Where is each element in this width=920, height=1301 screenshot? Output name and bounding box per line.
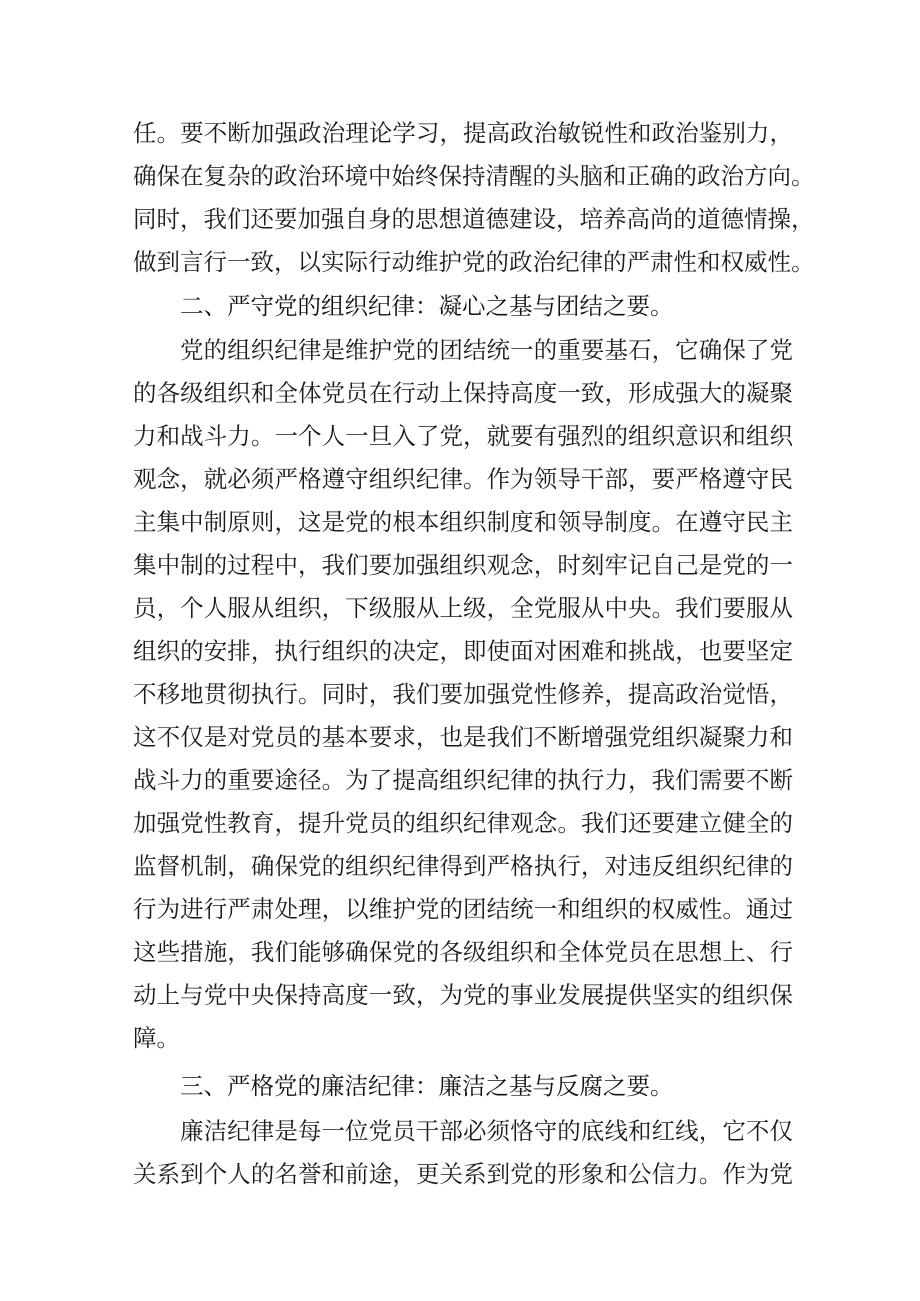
paragraph-line: 加强党性教育，提升党员的组织纪律观念。我们还要建立健全的 [133,809,793,837]
paragraph-line: 监督机制，确保党的组织纪律得到严格执行，对违反组织纪律的 [133,852,793,880]
section-heading-2: 二、严守党的组织纪律：凝心之基与团结之要。 [180,292,674,320]
paragraph-line: 这些措施，我们能够确保党的各级组织和全体党员在思想上、行 [133,938,793,966]
paragraph-line: 行为进行严肃处理，以维护党的团结统一和组织的权威性。通过 [133,895,793,923]
paragraph-line: 党的组织纪律是维护党的团结统一的重要基石，它确保了党 [180,336,793,364]
paragraph-line: 障。 [133,1024,180,1052]
paragraph-line: 确保在复杂的政治环境中始终保持清醒的头脑和正确的政治方向。 [133,162,815,190]
paragraph-line: 动上与党中央保持高度一致，为党的事业发展提供坚实的组织保 [133,981,793,1009]
paragraph-line: 不移地贯彻执行。同时，我们要加强党性修养，提高政治觉悟， [133,680,793,708]
paragraph-line: 观念，就必须严格遵守组织纪律。作为领导干部，要严格遵守民 [133,465,793,493]
section-heading-3: 三、严格党的廉洁纪律：廉洁之基与反腐之要。 [180,1072,674,1100]
paragraph-line: 的各级组织和全体党员在行动上保持高度一致，形成强大的凝聚 [133,379,793,407]
paragraph-line: 主集中制原则，这是党的根本组织制度和领导制度。在遵守民主 [133,508,793,536]
paragraph-line: 这不仅是对党员的基本要求，也是我们不断增强党组织凝聚力和 [133,723,793,751]
paragraph-line: 战斗力的重要途径。为了提高组织纪律的执行力，我们需要不断 [133,766,793,794]
paragraph-line: 做到言行一致，以实际行动维护党的政治纪律的严肃性和权威性。 [133,248,815,276]
paragraph-line: 廉洁纪律是每一位党员干部必须恪守的底线和红线，它不仅 [180,1117,793,1145]
paragraph-line: 任。要不断加强政治理论学习，提高政治敏锐性和政治鉴别力， [133,119,793,147]
paragraph-line: 组织的安排，执行组织的决定，即使面对困难和挑战，也要坚定 [133,637,793,665]
paragraph-line: 力和战斗力。一个人一旦入了党，就要有强烈的组织意识和组织 [133,422,793,450]
paragraph-line: 员，个人服从组织，下级服从上级，全党服从中央。我们要服从 [133,594,793,622]
paragraph-line: 集中制的过程中，我们要加强组织观念，时刻牢记自己是党的一 [133,551,793,579]
paragraph-line: 同时，我们还要加强自身的思想道德建设，培养高尚的道德情操， [133,205,815,233]
paragraph-line: 关系到个人的名誉和前途，更关系到党的形象和公信力。作为党 [133,1160,793,1188]
